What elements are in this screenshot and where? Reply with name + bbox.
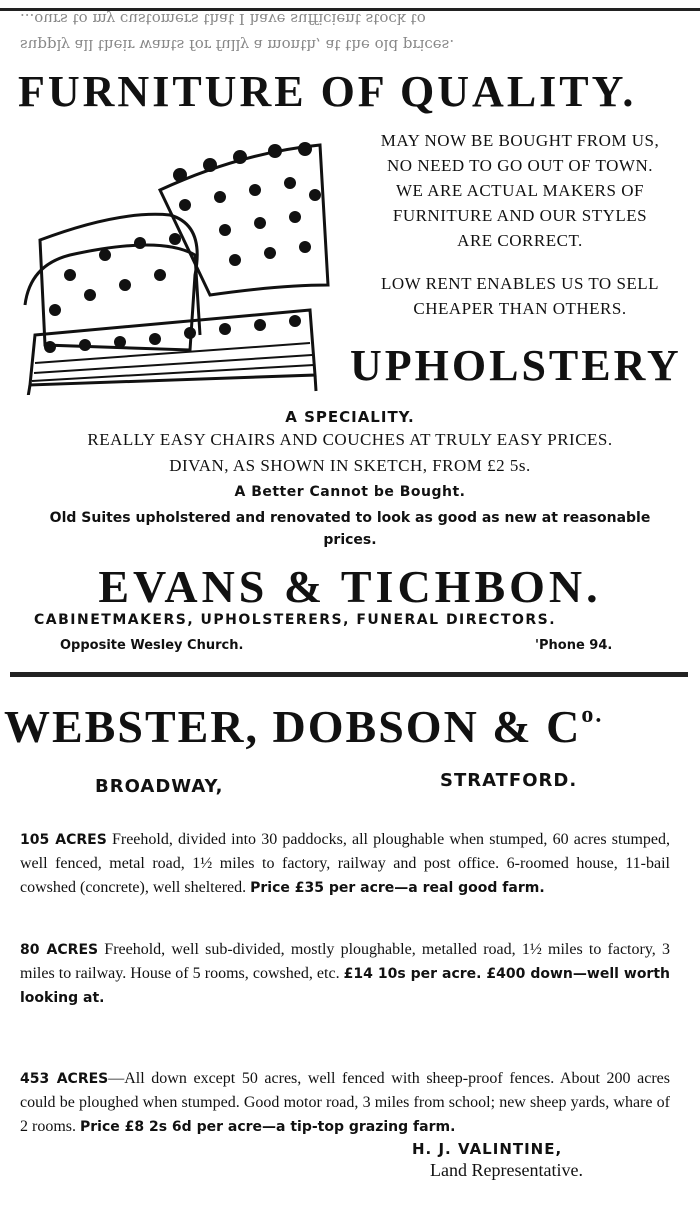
listing-acres: 453 ACRES [20,1071,109,1087]
divider-rule [10,672,688,677]
upholstery-heading: UPHOLSTERY [350,341,682,390]
phone-line: 'Phone 94. [535,638,613,653]
promo-line: ARE CORRECT. [457,231,583,250]
location-line: Opposite Wesley Church. [60,638,244,653]
firm-name-superscript: o. [581,702,604,728]
headline-furniture-of-quality: FURNITURE OF QUALITY. [18,67,637,116]
bleed-through-text-1: ...ours to my customers that I have sufficient stock to [20,10,426,28]
agent-role: Land Representative. [430,1160,583,1180]
rent-line: CHEAPER THAN OTHERS. [413,299,627,318]
suites-line: Old Suites upholstered and renovated to look as good as new at reasonable [49,510,651,526]
listing-105-acres [20,828,670,900]
promo-line: NO NEED TO GO OUT OF TOWN. [387,156,653,175]
listing-body: Freehold, well sub-divided, mostly ploughable, metalled road, 1½ miles to factory, 3 miles to railway. House of 5 rooms, cowshed, etc. [20,941,670,982]
listing-acres: 80 ACRES [20,942,99,958]
promo-line: WE ARE ACTUAL MAKERS OF [396,181,644,200]
agent-name: H. J. VALINTINE, [412,1140,563,1158]
listing-price: Price £35 per acre—a real good farm. [250,880,545,896]
divan-price-line: DIVAN, AS SHOWN IN SKETCH, FROM £2 5s. [169,456,531,475]
easy-chairs-line: REALLY EASY CHAIRS AND COUCHES AT TRULY EASY PRICES. [87,430,613,449]
promo-line: FURNITURE AND OUR STYLES [392,206,648,225]
couch-sketch-icon [10,135,330,395]
firm-name-text: WEBSTER, DOBSON & C [4,701,582,752]
listing-price: £14 10s per acre. £400 down—well worth looking at. [20,966,670,1006]
trades-line: CABINETMAKERS, UPHOLSTERERS, FUNERAL DIRECTORS. [34,612,557,628]
place-broadway: BROADWAY, [95,776,224,797]
firm-name-evans-tichbon: EVANS & TICHBON. [98,561,602,612]
firm-name-webster-dobson [4,700,603,753]
listing-body: —All down except 50 acres, well fenced with sheep-proof fences. About 200 acres could be ploughed when stumped. Good motor road, 3 miles from school; new sheep yards, whare of 2 rooms. [20,1070,671,1135]
listing-price: Price £8 2s 6d per acre—a tip-top grazing farm. [80,1119,456,1135]
better-line: A Better Cannot be Bought. [234,484,466,500]
listing-453-acres [20,1067,670,1139]
promo-line: MAY NOW BE BOUGHT FROM US, [380,131,660,150]
suites-line-end: prices. [323,532,377,548]
listing-body: Freehold, divided into 30 paddocks, all ploughable when stumped, 60 acres stumped, well fenced, metal road, 1½ miles to factory, railway and post office. 6-roomed house, 11-bail cowshed (concrete), well sheltered. [20,831,671,896]
place-stratford: STRATFORD. [440,770,578,791]
rent-line: LOW RENT ENABLES US TO SELL [380,274,660,293]
bleed-through-text-2: supply all their wants for fully a month, at the old prices. [20,36,455,54]
listing-80-acres [20,938,670,1010]
promo-block [345,128,695,321]
listing-acres: 105 ACRES [20,832,107,848]
speciality-line: A SPECIALITY. [285,408,415,426]
